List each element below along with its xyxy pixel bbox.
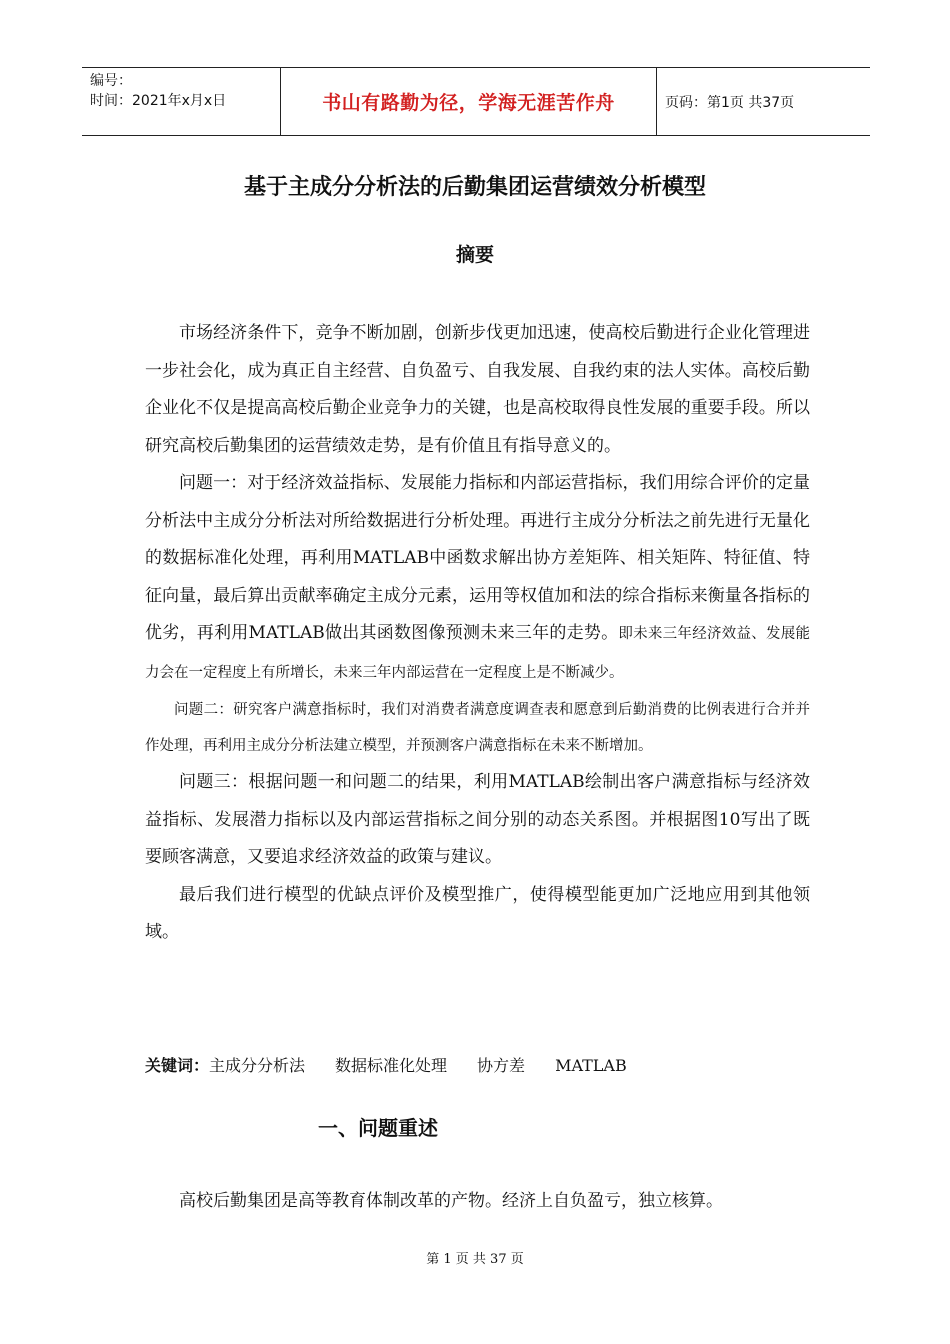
keywords-label: 关键词：	[145, 1056, 210, 1075]
page-header	[82, 67, 870, 136]
abstract-paragraph: 问题二：研究客户满意指标时，我们对消费者满意度调查表和愿意到后勤消费的比例表进行合并并作处理，再利用主成分分析法建立模型，并预测客户满意指标在未来不断增加。	[145, 702, 810, 754]
abstract-body	[145, 315, 810, 952]
document-time: 时间：2021年x月x日	[90, 93, 227, 109]
document-title: 基于主成分分析法的后勤集团运营绩效分析模型	[243, 175, 706, 200]
document-number-label: 编号：	[90, 73, 132, 89]
keyword: 主成分分析法	[209, 1056, 306, 1075]
header-motto-cell	[281, 68, 657, 135]
section-heading: 一、问题重述	[318, 1116, 438, 1140]
abstract-paragraph-text: 问题一：对于经济效益指标、发展能力指标和内部运营指标，我们用综合评价的定量分析法中主成分分析法对所给数据进行分析处理。再进行主成分分析法之前先进行无量化的数据标准化处理，再利用MATLAB中函数求解出协方差矩阵、相关矩阵、特征值、特征向量，最后算出贡献率确定主成分元素，运用等权值加和法的综合指标来衡量各指标的优劣，再利用MATLAB做出其函数图像预测未来三年的走势。	[145, 473, 810, 643]
abstract-paragraph: 最后我们进行模型的优缺点评价及模型推广，使得模型能更加广泛地应用到其他领域。	[145, 884, 810, 942]
keywords-line	[145, 1053, 657, 1076]
keyword: 协方差	[477, 1056, 526, 1075]
header-page-info: 页码：第1页 共37页	[665, 94, 795, 111]
abstract-paragraph-text: 即未来三年经济效益、发展能力会在一定程度上有所增长，未来三年内部运营在一定程度上是不断减少。	[145, 626, 811, 681]
section-paragraph: 高校后勤集团是高等教育体制改革的产物。经济上自负盈亏，独立核算。	[179, 1191, 723, 1211]
keyword: MATLAB	[555, 1056, 627, 1075]
abstract-paragraph: 市场经济条件下，竞争不断加剧，创新步伐更加迅速，使高校后勤进行企业化管理进一步社会化，成为真正自主经营、自负盈亏、自我发展、自我约束的法人实体。高校后勤企业化不仅是提高高校后勤企业竞争力的关键，也是高校取得良性发展的重要手段。所以研究高校后勤集团的运营绩效走势，是有价值且有指导意义的。	[145, 323, 810, 456]
abstract-paragraph	[145, 465, 810, 692]
keyword: 数据标准化处理	[335, 1056, 448, 1075]
page-footer: 第 1 页 共 37 页	[426, 1252, 524, 1267]
header-meta	[82, 68, 281, 135]
header-motto: 书山有路勤为径，学海无涯苦作舟	[322, 92, 615, 114]
abstract-paragraph: 问题三：根据问题一和问题二的结果，利用MATLAB绘制出客户满意指标与经济效益指标、发展潜力指标以及内部运营指标之间分别的动态关系图。并根据图10写出了既要顾客满意，又要追求经济效益的政策与建议。	[145, 772, 810, 867]
abstract-heading: 摘要	[455, 244, 494, 266]
